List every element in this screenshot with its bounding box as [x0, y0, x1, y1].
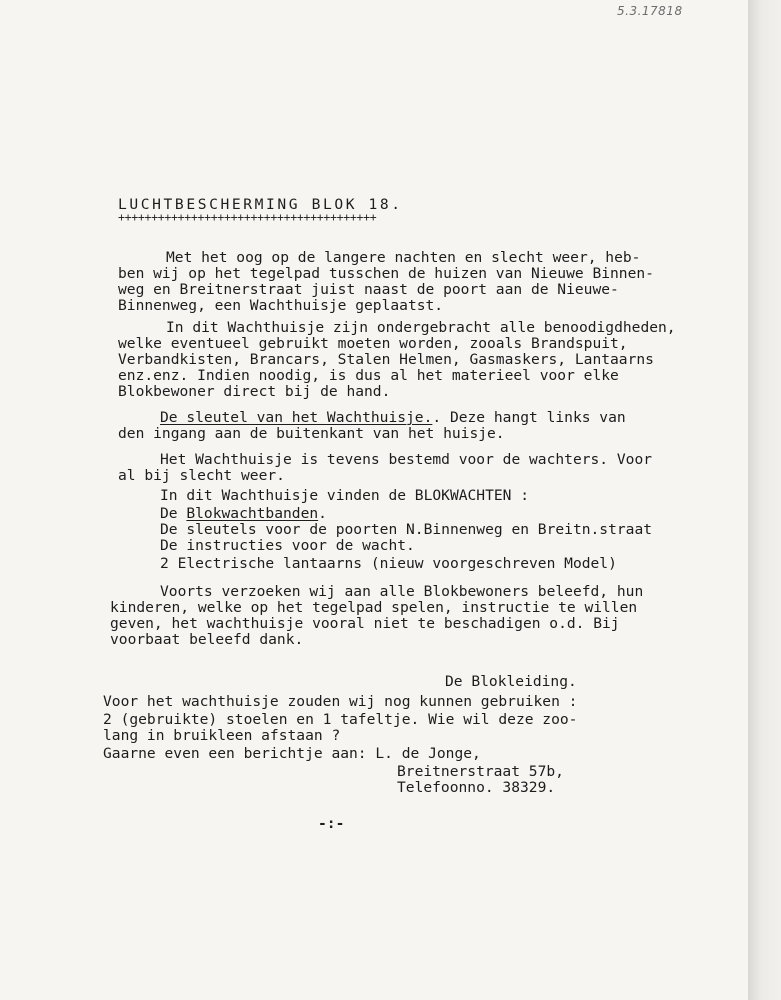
postscript-line-6: Telefoonno. 38329. — [397, 779, 556, 796]
equipment-item-1-suffix: . — [318, 505, 327, 522]
paragraph-6-line-1: Voorts verzoeken wij aan alle Blokbewoners beleefd, hun — [160, 583, 644, 600]
equipment-item-2: De sleutels voor de poorten N.Binnenweg en Breitn.straat — [160, 521, 653, 538]
paragraph-2-line-2: welke eventueel gebruikt moeten worden, zooals Brandspuit, — [118, 335, 628, 352]
signature: De Blokleiding. — [445, 673, 577, 690]
equipment-item-3: De instructies voor de wacht. — [160, 537, 415, 554]
paragraph-6-line-2: kinderen, welke op het tegelpad spelen, instructie te willen — [110, 599, 638, 616]
paragraph-3-line-1 — [160, 410, 626, 425]
postscript-line-5: Breitnerstraat 57b, — [397, 763, 564, 780]
postscript-line-2: 2 (gebruikte) stoelen en 1 tafeltje. Wie wil deze zoo- — [103, 711, 578, 728]
equipment-item-1-underlined: Blokwachtbanden — [186, 505, 319, 522]
equipment-item-4: 2 Electrische lantaarns (nieuw voorgeschreven Model) — [160, 555, 617, 572]
paragraph-4-line-2: al bij slecht weer. — [118, 467, 285, 484]
paragraph-6-line-3: geven, het wachthuisje vooral niet te beschadigen o.d. Bij — [110, 615, 620, 632]
postscript-line-3: lang in bruikleen afstaan ? — [103, 727, 341, 744]
equipment-item-1 — [160, 506, 327, 521]
equipment-item-1-prefix: De — [160, 505, 187, 522]
end-mark: -:- — [318, 815, 345, 832]
paragraph-2-line-5: Blokbewoner direct bij de hand. — [118, 383, 391, 400]
paragraph-2-line-3: Verbandkisten, Brancars, Stalen Helmen, Gasmaskers, Lantaarns — [118, 351, 654, 368]
key-notice-rest: . Deze hangt links van — [432, 409, 626, 426]
heading-cross-underline: +++++++++++++++++++++++++++++++++++++++ — [118, 210, 377, 224]
paragraph-1-line-2: ben wij op het tegelpad tusschen de huizen van Nieuwe Binnen- — [118, 265, 654, 282]
paragraph-3-line-2: den ingang aan de buitenkant van het huisje. — [118, 425, 505, 442]
paragraph-1-line-1: Met het oog op de langere nachten en slecht weer, heb- — [166, 249, 641, 266]
document-heading: LUCHTBESCHERMING BLOK 18. — [118, 196, 403, 213]
equipment-intro: In dit Wachthuisje vinden de BLOKWACHTEN : — [160, 487, 530, 504]
archive-code: 5.3.17818 — [617, 4, 683, 18]
postscript-line-1: Voor het wachthuisje zouden wij nog kunnen gebruiken : — [103, 693, 578, 710]
paragraph-2-line-1: In dit Wachthuisje zijn ondergebracht alle benoodigdheden, — [166, 319, 676, 336]
paragraph-2-line-4: enz.enz. Indien noodig, is dus al het materieel voor elke — [118, 367, 619, 384]
page-edge — [748, 0, 781, 1000]
paragraph-4-line-1: Het Wachthuisje is tevens bestemd voor de wachters. Voor — [160, 451, 653, 468]
key-notice-underlined: De sleutel van het Wachthuisje. — [160, 409, 433, 426]
paragraph-6-line-4: voorbaat beleefd dank. — [110, 631, 304, 648]
postscript-line-4: Gaarne even een berichtje aan: L. de Jonge, — [103, 745, 481, 762]
paragraph-1-line-4: Binnenweg, een Wachthuisje geplaatst. — [118, 297, 444, 314]
paragraph-1-line-3: weg en Breitnerstraat juist naast de poort aan de Nieuwe- — [118, 281, 619, 298]
